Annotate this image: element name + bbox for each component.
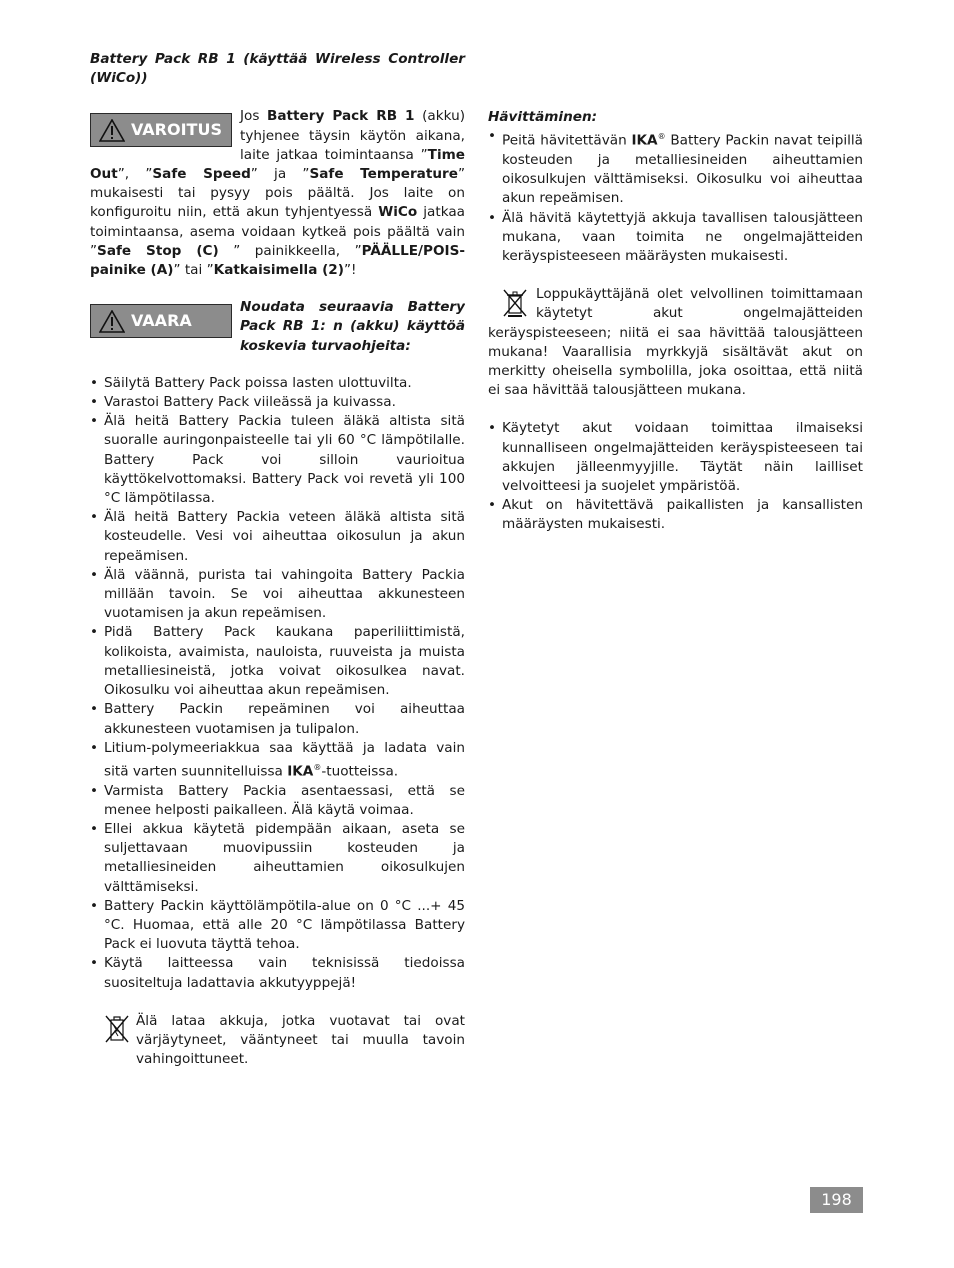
list-item: • Litium-polymeeriakkua saa käyttää ja ladata vain sitä varten suunnitelluissa IKA®-tuotteissa.: [90, 739, 465, 782]
section-title: Battery Pack RB 1 (käyttää Wireless Controller (WiCo)): [90, 51, 465, 87]
list-item: • Älä heitä Battery Packia tuleen äläkä altista sitä suoralle auringonpaisteelle tai yli 60 °C lämpötilalle. Battery Pack voi silloin vaurioitua käyttökelvottomaksi. Battery Pack voi revetä yli 100 °C lämpötilassa.: [90, 412, 465, 508]
left-column: [90, 50, 465, 1069]
list-item: • Battery Packin käyttölämpötila-alue on 0 °C ...+ 45 °C. Huomaa, että alle 20 °C lämpötilassa Battery Pack ei luovuta täyttä tehoa.: [90, 897, 465, 955]
list-item: • Battery Packin repeäminen voi aiheuttaa akkunesteen vuotamisen ja tulipalon.: [90, 700, 465, 738]
warning-block: [90, 107, 465, 280]
no-charge-note: Älä lataa akkuja, jotka vuotavat tai ovat värjäytyneet, vääntyneet tai muulla tavoin vahingoittuneet.: [90, 1012, 465, 1070]
disposal-note: Loppukäyttäjänä olet velvollinen toimittamaan käytetyt akut ongelmajätteiden keräyspisteeseen; niitä ei saa hävittää talousjätteen mukana! Vaarallisia myrkkyjä sisältävät akut on merkitty oheisella symbolilla, joka osoittaa, että niitä ei saa hävittää talousjätteen mukana.: [488, 286, 863, 399]
list-item: • Varmista Battery Packia asentaessasi, että se menee helposti paikalleen. Älä käytä voimaa.: [90, 782, 465, 820]
no-charge-battery-icon: [104, 1014, 130, 1044]
list-item: • Säilytä Battery Pack poissa lasten ulottuvilta.: [90, 374, 465, 393]
list-item: • Varastoi Battery Pack viileässä ja kuivassa.: [90, 393, 465, 412]
warning-label-box: [90, 113, 232, 147]
danger-intro: Noudata seuraavia Battery Pack RB 1: n (akku) käyttöä koskevia turvaohjeita:: [240, 299, 465, 354]
page-number: 198: [810, 1187, 863, 1213]
list-item: • Älä heitä Battery Packia veteen äläkä altista sitä kosteudelle. Vesi voi aiheuttaa oikosulun ja akun repeämisen.: [90, 508, 465, 566]
list-item: • Käytetyt akut voidaan toimittaa ilmaiseksi kunnalliseen ongelmajätteiden keräyspisteeseen tai akkujen jälleenmyyjille. Täytät näin lailliset velvoitteesi ja suojelet ympäristöä.: [488, 419, 863, 496]
disposal-list-2: [488, 419, 863, 534]
warning-label: VAROITUS: [131, 120, 222, 140]
disposal-heading: Hävittäminen:: [488, 109, 598, 125]
crossed-bin-icon: [502, 287, 528, 319]
danger-label-box: [90, 304, 232, 338]
list-item: • Käytä laitteessa vain teknisissä tiedoissa suositeltuja ladattavia akkutyyppejä!: [90, 954, 465, 992]
list-item: • Peitä hävitettävän IKA® Battery Packin navat teipillä kosteuden ja metalliesineiden aiheuttamien oikosulkujen välttämiseksi. Oikosulku voi aiheuttaa akun repeämisen.: [488, 127, 863, 208]
warning-text: Jos Battery Pack RB 1 (akku) tyhjenee täysin käytön aikana, laite jatkaa toimintaansa ”Time Out”, ”Safe Speed” ja ”Safe Temperature” mukaisesti tai pysyy pois päältä. Jos laite on konfiguroitu niin, että akun tyhjentyessä WiCo jatkaa toimintaansa, asema voidaan kytkeä pois päältä vain ”Safe Stop (C) ” painikkeella, ”PÄÄLLE/POIS-painike (A)” tai ”Katkaisimella (2)”!: [90, 108, 465, 279]
list-item: • Älä väännä, purista tai vahingoita Battery Packia millään tavoin. Se voi aiheuttaa akkunesteen vuotamisen ja akun repeämisen.: [90, 566, 465, 624]
warning-triangle-icon: [99, 310, 125, 333]
list-item: • Älä hävitä käytettyjä akkuja tavallisen talousjätteen mukana, vaan toimita ne ongelmajätteiden keräyspisteeseen määräysten mukaisesti.: [488, 209, 863, 267]
list-item: • Akut on hävitettävä paikallisten ja kansallisten määräysten mukaisesti.: [488, 496, 863, 534]
danger-label: VAARA: [131, 311, 192, 331]
right-column: [488, 108, 863, 535]
disposal-list: [488, 127, 863, 266]
danger-block: [90, 298, 465, 356]
list-item: • Pidä Battery Pack kaukana paperiliittimistä, kolikoista, avaimista, nauloista, ruuveista ja muista metalliesineistä, jotka voivat oikosulkea navat. Oikosulku voi aiheuttaa akun repeämisen.: [90, 623, 465, 700]
list-item: • Ellei akkua käytetä pidempään aikaan, aseta se suljettavaan muovipussiin kosteuden ja metalliesineiden aiheuttamien oikosulkujen välttämiseksi.: [90, 820, 465, 897]
warning-triangle-icon: [99, 119, 125, 142]
safety-list: [90, 374, 465, 993]
